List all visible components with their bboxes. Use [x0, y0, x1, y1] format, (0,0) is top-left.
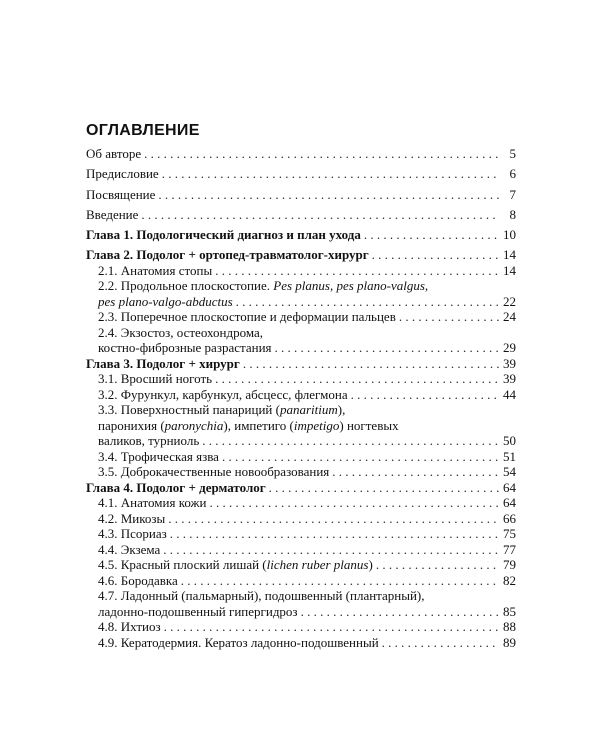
chapter-label: Глава 3. Подолог + хирург — [86, 355, 240, 371]
toc-title: ОГЛАВЛЕНИЕ — [86, 122, 200, 139]
leader-dots — [215, 371, 499, 387]
toc-section-2-1[interactable] — [86, 263, 516, 279]
section-label-part: ), — [337, 402, 346, 418]
toc-section-3-2[interactable] — [86, 387, 516, 403]
chapter-label: Глава 1. Подологический диагноз и план ухода — [86, 227, 361, 243]
leader-dots — [332, 464, 499, 480]
toc-entry-preface[interactable] — [86, 166, 516, 182]
section-label-line-1: 4.7. Ладонный (пальмарный), подошвенный (плантарный), — [98, 588, 425, 604]
section-label-line-1 — [98, 402, 516, 418]
section-page: 85 — [503, 603, 516, 619]
section-label-part: паронихия ( — [98, 417, 165, 433]
section-page: 77 — [503, 541, 516, 557]
section-label-line-1 — [98, 278, 516, 294]
chapter-page: 10 — [503, 227, 516, 243]
toc-section-3-4[interactable] — [86, 449, 516, 465]
leader-dots — [209, 495, 499, 511]
section-label-part: костно-фиброзные разрастания — [98, 340, 272, 356]
entry-page: 8 — [509, 206, 516, 222]
latin-term: Pes planus, pes plano-valgus, — [273, 278, 429, 294]
leader-dots — [181, 573, 499, 589]
toc-entry-about[interactable] — [86, 146, 516, 162]
section-page: 79 — [503, 557, 516, 573]
entry-label: Введение — [86, 206, 139, 222]
leader-dots — [382, 635, 499, 651]
section-label-part: ладонно-подошвенный гипергидроз — [98, 603, 298, 619]
section-page: 39 — [503, 371, 516, 387]
toc-section-4-7[interactable] — [86, 588, 516, 619]
section-last-line — [98, 340, 516, 356]
entry-label: Об авторе — [86, 146, 142, 161]
toc-section-4-8[interactable] — [86, 619, 516, 635]
section-label-part: 2.2. Продольное плоскостопие. — [98, 278, 274, 294]
section-label: 3.5. Доброкачественные новообразования — [98, 464, 330, 480]
section-label: 2.3. Поперечное плоскостопие и деформации пальцев — [98, 309, 396, 325]
section-page: 44 — [503, 386, 516, 402]
toc-section-3-3[interactable] — [86, 402, 516, 449]
entry-page: 5 — [509, 146, 516, 161]
toc-chapter-4[interactable] — [86, 480, 516, 496]
section-label-part: ), импетиго ( — [223, 417, 294, 433]
section-label: 4.6. Бородавка — [98, 572, 178, 588]
section-page: 54 — [503, 464, 516, 480]
section-label-part: ) ногтевых — [339, 417, 399, 433]
leader-dots — [215, 263, 499, 279]
toc-page — [86, 122, 516, 650]
section-page: 24 — [503, 309, 516, 325]
toc-entry-dedication[interactable] — [86, 187, 516, 203]
entry-label: Посвящение — [86, 186, 156, 202]
latin-term: lichen ruber planus — [266, 557, 369, 573]
toc-section-4-3[interactable] — [86, 526, 516, 542]
toc-list — [86, 146, 516, 650]
section-page: 64 — [503, 495, 516, 511]
section-last-line — [98, 433, 516, 449]
toc-section-4-1[interactable] — [86, 495, 516, 511]
leader-dots — [164, 619, 499, 635]
latin-term: panaritium — [279, 402, 338, 418]
toc-chapter-2[interactable] — [86, 247, 516, 263]
section-label-part: 3.3. Поверхностный панариций ( — [98, 402, 280, 418]
leader-dots — [269, 480, 499, 496]
toc-section-4-4[interactable] — [86, 542, 516, 558]
leader-dots — [168, 511, 499, 527]
chapter-page: 14 — [503, 247, 516, 263]
section-label: 4.1. Анатомия кожи — [98, 495, 207, 511]
toc-section-4-2[interactable] — [86, 511, 516, 527]
section-label-line-2 — [98, 418, 516, 434]
latin-term: impetigo — [293, 417, 340, 433]
section-page: 82 — [503, 572, 516, 588]
section-page: 29 — [503, 340, 516, 356]
entry-page: 7 — [509, 186, 516, 202]
section-label: 4.2. Микозы — [98, 510, 166, 526]
leader-dots — [364, 227, 499, 243]
section-label: 3.2. Фурункул, карбункул, абсцесс, флегмона — [98, 386, 348, 402]
toc-chapter-1[interactable] — [86, 227, 516, 243]
entry-label: Предисловие — [86, 166, 159, 182]
entry-page: 6 — [509, 166, 516, 182]
leader-dots — [141, 207, 499, 223]
chapter-page: 39 — [503, 355, 516, 371]
leader-dots — [222, 449, 499, 465]
toc-section-4-5[interactable] — [86, 557, 516, 573]
leader-dots — [236, 294, 499, 310]
section-label: 4.8. Ихтиоз — [98, 619, 161, 635]
section-page: 50 — [503, 433, 516, 449]
toc-section-3-1[interactable] — [86, 371, 516, 387]
section-label: 2.1. Анатомия стопы — [98, 262, 213, 278]
section-page: 88 — [503, 619, 516, 635]
section-page: 22 — [503, 293, 516, 309]
latin-term: paronychia — [164, 417, 224, 433]
section-page: 89 — [503, 634, 516, 650]
leader-dots — [162, 166, 499, 182]
section-label: 4.4. Экзема — [98, 541, 161, 557]
leader-dots — [301, 604, 499, 620]
leader-dots — [158, 187, 499, 203]
chapter-label: Глава 4. Подолог + дерматолог — [86, 479, 266, 495]
leader-dots — [163, 542, 499, 558]
section-page: 51 — [503, 448, 516, 464]
leader-dots — [202, 433, 499, 449]
toc-section-2-4[interactable] — [86, 325, 516, 356]
section-label-part: ) — [368, 557, 373, 573]
section-page: 14 — [503, 262, 516, 278]
leader-dots — [144, 146, 499, 162]
section-label-part: 4.5. Красный плоский лишай ( — [98, 557, 267, 573]
toc-section-3-5[interactable] — [86, 464, 516, 480]
section-last-line — [98, 604, 516, 620]
toc-section-4-6[interactable] — [86, 573, 516, 589]
section-page: 75 — [503, 526, 516, 542]
chapter-page: 64 — [503, 479, 516, 495]
toc-entry-introduction[interactable] — [86, 207, 516, 223]
chapter-label: Глава 2. Подолог + ортопед-травматолог-хирург — [86, 247, 369, 263]
toc-section-2-2[interactable] — [86, 278, 516, 309]
section-label-part: валиков, турниоль — [98, 433, 200, 449]
toc-chapter-3[interactable] — [86, 356, 516, 372]
toc-section-2-3[interactable] — [86, 309, 516, 325]
section-label: 3.4. Трофическая язва — [98, 448, 219, 464]
section-label: 4.3. Псориаз — [98, 526, 167, 542]
leader-dots — [399, 309, 499, 325]
section-label-line-1: 2.4. Экзостоз, остеохондрома, — [98, 324, 263, 340]
leader-dots — [275, 340, 499, 356]
leader-dots — [372, 247, 499, 263]
leader-dots — [351, 387, 499, 403]
section-label: 4.9. Кератодермия. Кератоз ладонно-подошвенный — [98, 634, 379, 650]
leader-dots — [376, 557, 499, 573]
section-page: 66 — [503, 510, 516, 526]
leader-dots — [170, 526, 499, 542]
leader-dots — [243, 356, 499, 372]
section-label — [98, 557, 373, 573]
section-label: 3.1. Вросший ноготь — [98, 371, 213, 387]
section-last-line — [98, 294, 516, 310]
latin-term: pes plano-valgo-abductus — [98, 293, 233, 309]
toc-section-4-9[interactable] — [86, 635, 516, 651]
